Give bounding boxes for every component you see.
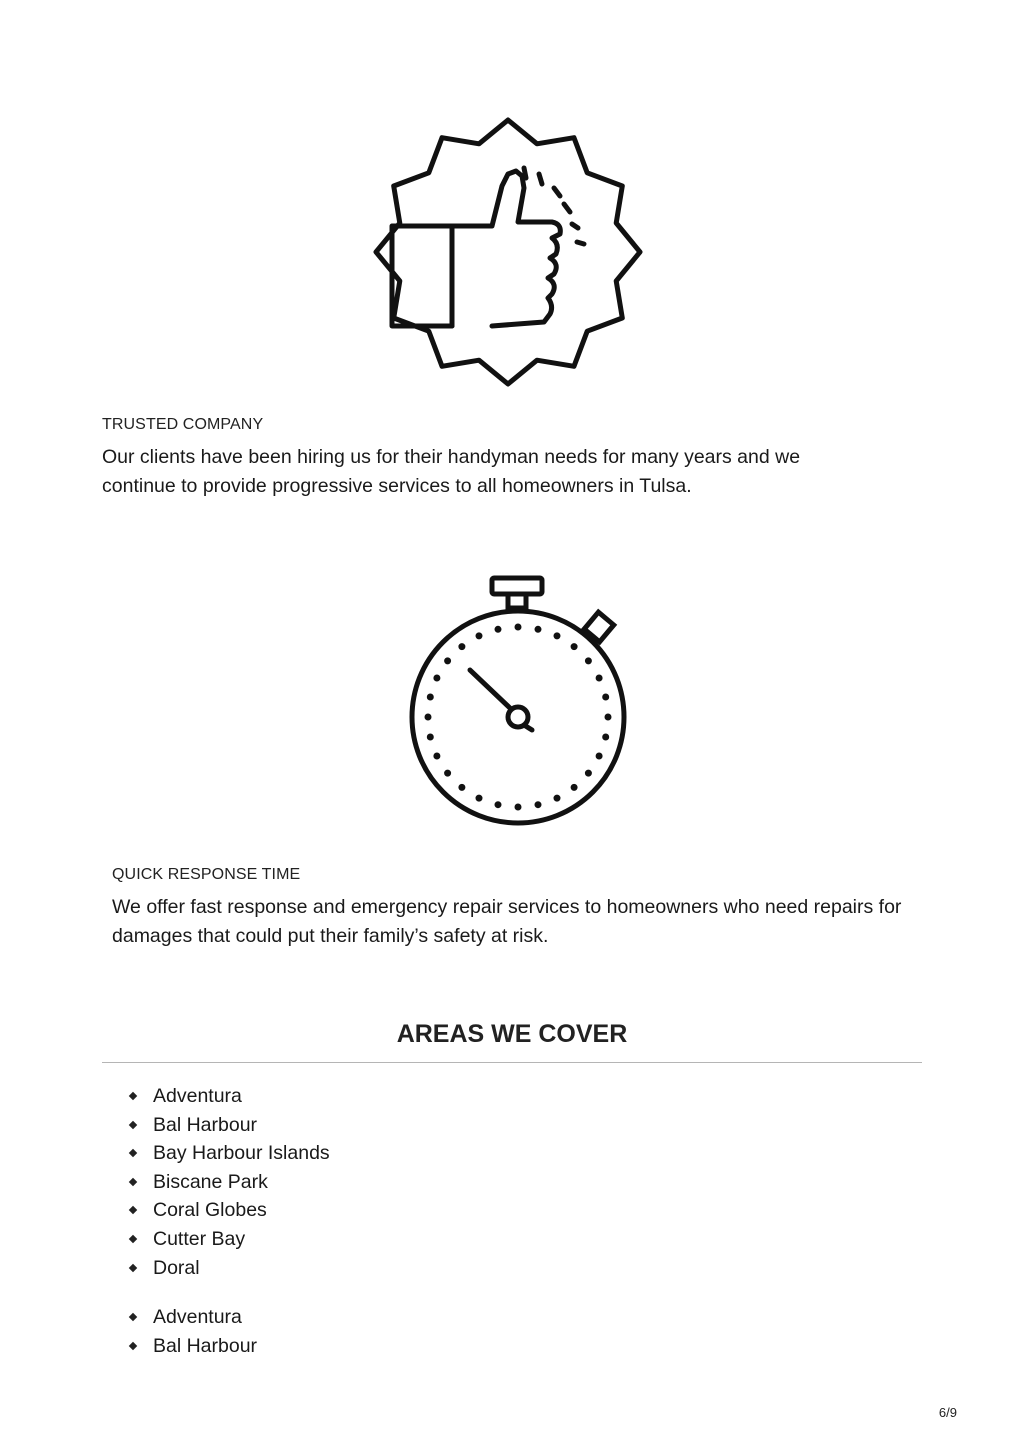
list-item (0, 1111, 330, 1140)
areas-list (0, 1082, 330, 1282)
bullet-icon (129, 1149, 137, 1157)
list-item (0, 1254, 330, 1283)
list-item-label: Doral (153, 1256, 200, 1279)
list-item (0, 1332, 257, 1361)
areas-list (0, 1303, 257, 1360)
bullet-icon (129, 1235, 137, 1243)
feature-description: We offer fast response and emergency repair services to homeowners who need repairs for damages that could put their family’s safety at risk. (112, 896, 902, 947)
bullet-icon (129, 1206, 137, 1214)
list-item-label: Cutter Bay (153, 1227, 246, 1250)
list-item (0, 1225, 330, 1254)
list-item-label: Adventura (153, 1306, 242, 1328)
list-item (0, 1303, 257, 1332)
bullet-icon (129, 1341, 137, 1349)
bullet-icon (129, 1178, 137, 1186)
thumbs-up-badge-icon (372, 116, 644, 388)
feature-description: Our clients have been hiring us for their handyman needs for many years and we continue to provide progressive services to all homeowners in Tulsa. (102, 446, 801, 497)
list-item-label: Bal Harbour (153, 1334, 258, 1357)
list-item-label: Coral Globes (153, 1199, 267, 1222)
bullet-icon (129, 1092, 137, 1100)
bullet-icon (129, 1120, 137, 1128)
feature-title: QUICK RESPONSE TIME (112, 866, 301, 883)
areas-heading: AREAS WE COVER (396, 1020, 628, 1048)
list-item (0, 1139, 330, 1168)
list-item-label: Biscane Park (153, 1170, 268, 1193)
bullet-icon (129, 1263, 137, 1271)
list-item-label: Adventura (153, 1085, 242, 1107)
list-item (0, 1082, 330, 1111)
stopwatch-icon (404, 572, 634, 828)
page-number: 6/9 (938, 1405, 957, 1420)
divider (102, 1062, 922, 1063)
list-item-label: Bal Harbour (153, 1113, 258, 1136)
bullet-icon (129, 1313, 137, 1321)
list-item-label: Bay Harbour Islands (153, 1142, 330, 1165)
list-item (0, 1196, 330, 1225)
list-item (0, 1168, 330, 1197)
feature-title: TRUSTED COMPANY (102, 416, 264, 433)
